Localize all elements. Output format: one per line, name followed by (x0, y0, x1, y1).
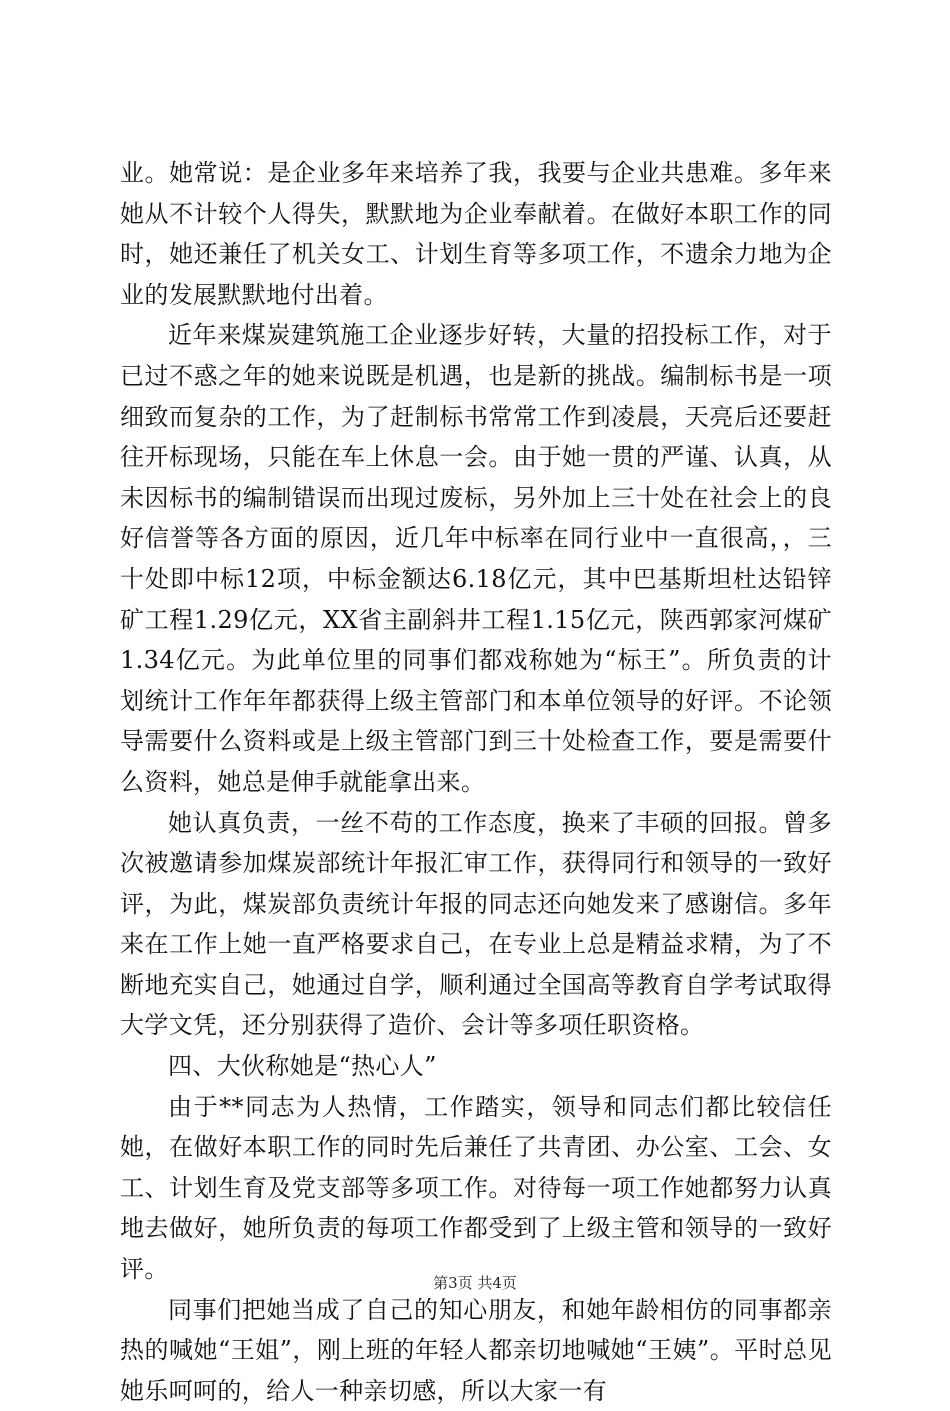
paragraph-warm-hearted: 由于**同志为人热情，工作踏实，领导和同志们都比较信任她，在做好本职工作的同时先后兼任了共青团、办公室、工会、女工、计划生育及党支部等多项工作。对待每一项工作她都努力认真地去做好，她所负责的每项工作都受到了上级主管和领导的一致好评。 (120, 1092, 832, 1284)
paragraph-colleagues: 同事们把她当成了自己的知心朋友，和她年龄相仿的同事都亲热的喊她“王姐”，刚上班的年轻人都亲切地喊她“王姨”。平时总见她乐呵呵的，给人一种亲切感，所以大家一有 (120, 1295, 832, 1405)
document-body (120, 153, 832, 1411)
paragraph-continuation: 业。她常说：是企业多年来培养了我，我要与企业共患难。多年来她从不计较个人得失，默默地为企业奉献着。在做好本职工作的同时，她还兼任了机关女工、计划生育等多项工作，不遗余力地为企业的发展默默地付出着。 (120, 159, 832, 309)
paragraph-bidding-work: 近年来煤炭建筑施工企业逐步好转，大量的招投标工作，对于已过不惑之年的她来说既是机遇，也是新的挑战。编制标书是一项细致而复杂的工作，为了赶制标书常常工作到凌晨，天亮后还要赶往开标现场，只能在车上休息一会。由于她一贯的严谨、认真，从未因标书的编制错误而出现过废标，另外加上三十处在社会上的良好信誉等各方面的原因，近几年中标率在同行业中一直很高，，三十处即中标12项，中标金额达6.18亿元，其中巴基斯坦杜达铅锌矿工程1.29亿元，XX省主副斜井工程1.15亿元，陕西郭家河煤矿1.34亿元。为此单位里的同事们都戏称她为“标王”。所负责的计划统计工作年年都获得上级主管部门和本单位领导的好评。不论领导需要什么资料或是上级主管部门到三十处检查工作，要是需要什么资料，她总是伸手就能拿出来。 (120, 321, 832, 796)
paragraph-responsibility: 她认真负责，一丝不苟的工作态度，换来了丰硕的回报。曾多次被邀请参加煤炭部统计年报汇审工作，获得同行和领导的一致好评，为此，煤炭部负责统计年报的同志还向她发来了感谢信。多年来在工作上她一直严格要求自己，在专业上总是精益求精，为了不断地充实自己，她通过自学，顺利通过全国高等教育自学考试取得大学文凭，还分别获得了造价、会计等多项任职资格。 (120, 808, 832, 1040)
section-heading: 四、大伙称她是“热心人” (168, 1052, 437, 1081)
page-number-footer: 第3页 共4页 (433, 1274, 517, 1292)
